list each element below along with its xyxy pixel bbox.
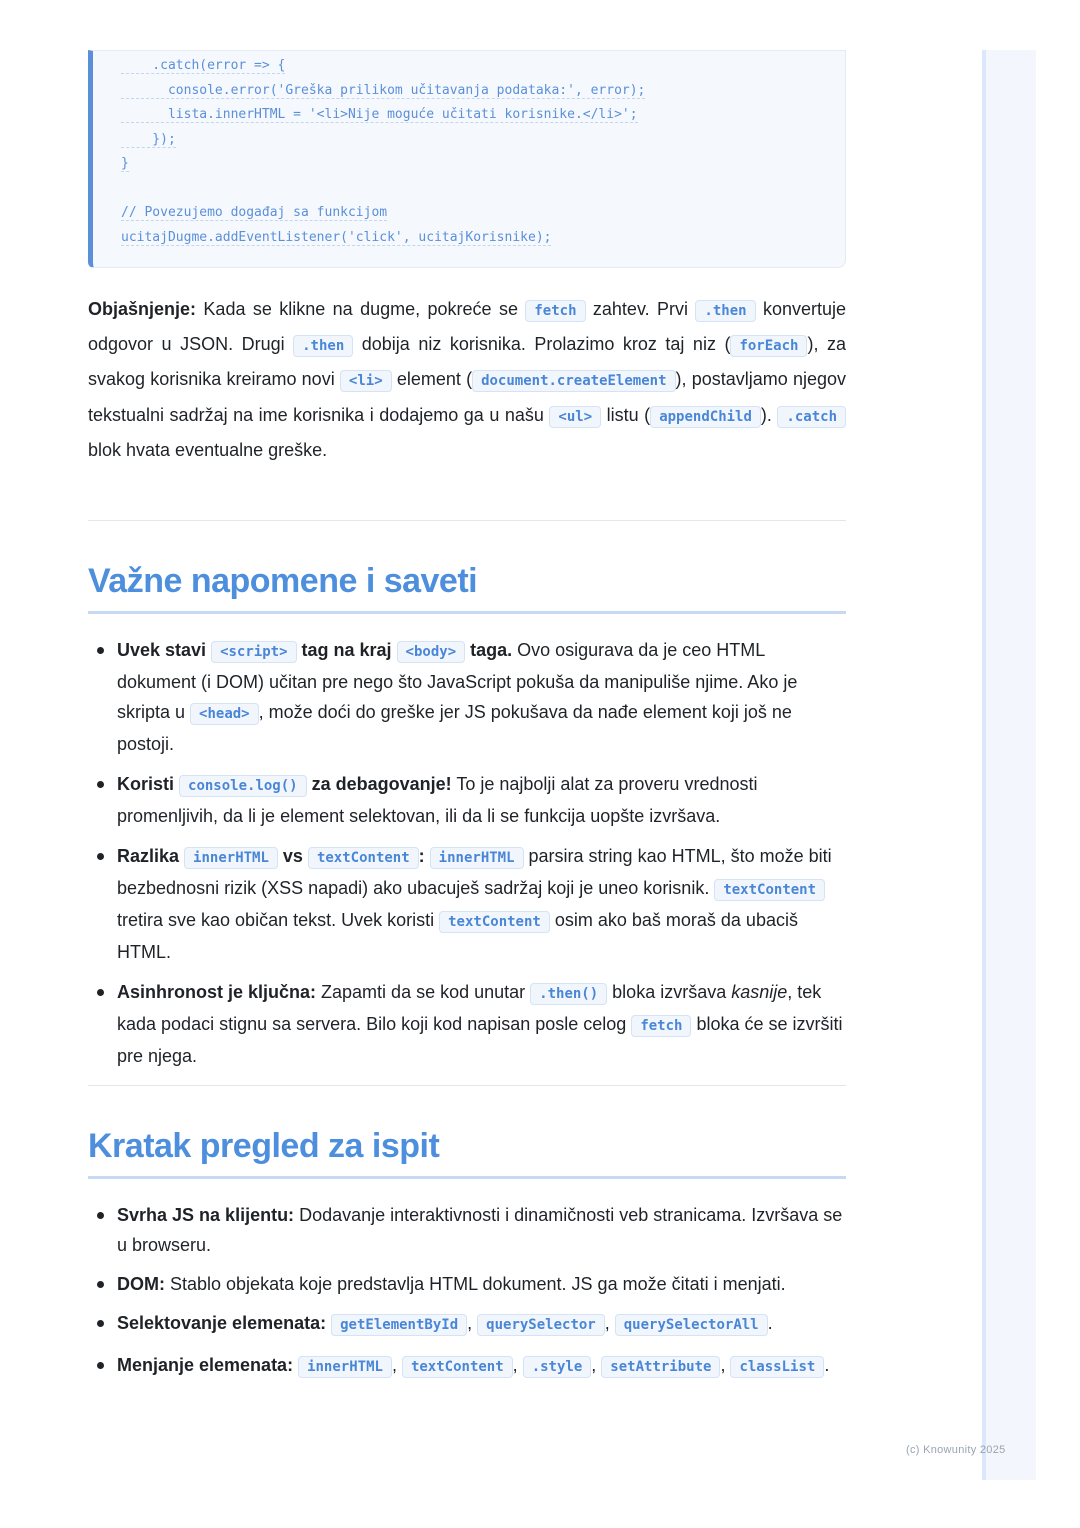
list-item: Selektovanje elemenata: getElementById , querySelector , querySelectorAll . [88, 1308, 846, 1340]
inline-code: innerHTML [298, 1356, 392, 1378]
review-list [88, 1200, 846, 1382]
inline-code: querySelectorAll [615, 1314, 768, 1336]
explanation-paragraph: Objašnjenje: Kada se klikne na dugme, pokreće se fetch zahtev. Prvi .then konvertuje odgovor u JSON. Drugi .then dobija niz korisnika. Prolazimo kroz taj niz ( forEach ), za svakog korisnika kreiramo novi <li> element ( document.createElement ), postavljamo njegov tekstualni sadržaj na ime korisnika i dodajemo ga u našu <ul> listu ( appendChild ). .catch blok hvata eventualne greške. [88, 299, 847, 460]
list-item: Koristi console.log() za debagovanje! To je najbolji alat za proveru vrednosti promenljivih, da li je element selektovan, ili da li se funkcija uopšte izvršava. [88, 769, 846, 831]
list-item: Uvek stavi <script> tag na kraj <body> taga. Ovo osigurava da je ceo HTML dokument (i DOM) učitan pre nego što JavaScript pokuša da manipuliše njime. Ako je skripta u <head> , može doći do greške jer JS pokušava da nađe element koji još ne postoji. [88, 635, 846, 759]
code-line: ucitajDugme.addEventListener('click', ucitajKorisnike); [121, 229, 552, 245]
code-line: console.error('Greška prilikom učitavanja podataka:', error); [121, 82, 646, 98]
explanation-label: Objašnjenje: [88, 299, 197, 319]
code-line: lista.innerHTML = '<li>Nije moguće učitati korisnike.</li>'; [121, 107, 638, 122]
inline-code: innerHTML [430, 847, 524, 869]
section-heading-tips: Važne napomene i saveti [88, 562, 846, 614]
list-item: Menjanje elemenata: innerHTML , textContent , .style , setAttribute , classList . [88, 1350, 846, 1382]
list-item: Svrha JS na klijentu: Dodavanje interaktivnosti i dinamičnosti veb stranicama. Izvršava se u browseru. [88, 1200, 846, 1260]
inline-code: <script> [211, 641, 296, 663]
inline-code: .then [293, 335, 353, 357]
inline-code: textContent [714, 879, 825, 901]
list-item: Razlika innerHTML vs textContent : innerHTML parsira string kao HTML, što može biti bezbednosni rizik (XSS napadi) ako ubacuješ sadržaj koji je uneo korisnik. textContent tretira sve kao običan tekst. Uvek koristi textContent osim ako baš moraš da ubaciš HTML. [88, 841, 846, 967]
inline-code: getElementById [331, 1314, 467, 1336]
list-item: DOM: Stablo objekata koje predstavlja HTML dokument. JS ga može čitati i menjati. [88, 1269, 846, 1299]
inline-code: querySelector [477, 1314, 605, 1336]
code-line: // Povezujemo događaj sa funkcijom [121, 205, 388, 220]
inline-code: innerHTML [184, 847, 278, 869]
inline-code: console.log() [179, 775, 307, 797]
inline-code: <ul> [549, 406, 601, 428]
divider [88, 1085, 846, 1086]
section-heading-review: Kratak pregled za ispit [88, 1127, 846, 1179]
code-block [88, 50, 846, 268]
inline-code: <body> [397, 641, 466, 663]
inline-code: document.createElement [472, 370, 675, 392]
inline-code: fetch [631, 1015, 691, 1037]
code-line: }); [121, 131, 176, 147]
divider [88, 520, 846, 521]
inline-code: .style [523, 1356, 592, 1378]
inline-code: setAttribute [601, 1356, 720, 1378]
inline-code: forEach [730, 335, 807, 357]
tips-list [88, 635, 846, 1071]
inline-code: appendChild [650, 406, 761, 428]
inline-code: .then() [530, 983, 607, 1005]
code-line: .catch(error => { [121, 58, 286, 73]
inline-code: .catch [777, 406, 846, 428]
inline-code: textContent [439, 911, 550, 933]
inline-code: textContent [308, 847, 419, 869]
code-line: } [121, 156, 129, 171]
inline-code: fetch [525, 300, 585, 322]
inline-code: .then [695, 300, 755, 322]
code-lines [121, 54, 645, 250]
list-item: Asinhronost je ključna: Zapamti da se kod unutar .then() bloka izvršava kasnije, tek kada podaci stignu sa servera. Bilo koji kod napisan posle celog fetch bloka će se izvršiti pre njega. [88, 977, 846, 1071]
inline-code: classList [730, 1356, 824, 1378]
copyright-footer: (c) Knowunity 2025 [906, 1444, 1006, 1456]
inline-code: <head> [190, 703, 259, 725]
right-margin-bar [982, 50, 1036, 1480]
inline-code: <li> [340, 370, 392, 392]
code-line [121, 177, 645, 202]
inline-code: textContent [402, 1356, 513, 1378]
